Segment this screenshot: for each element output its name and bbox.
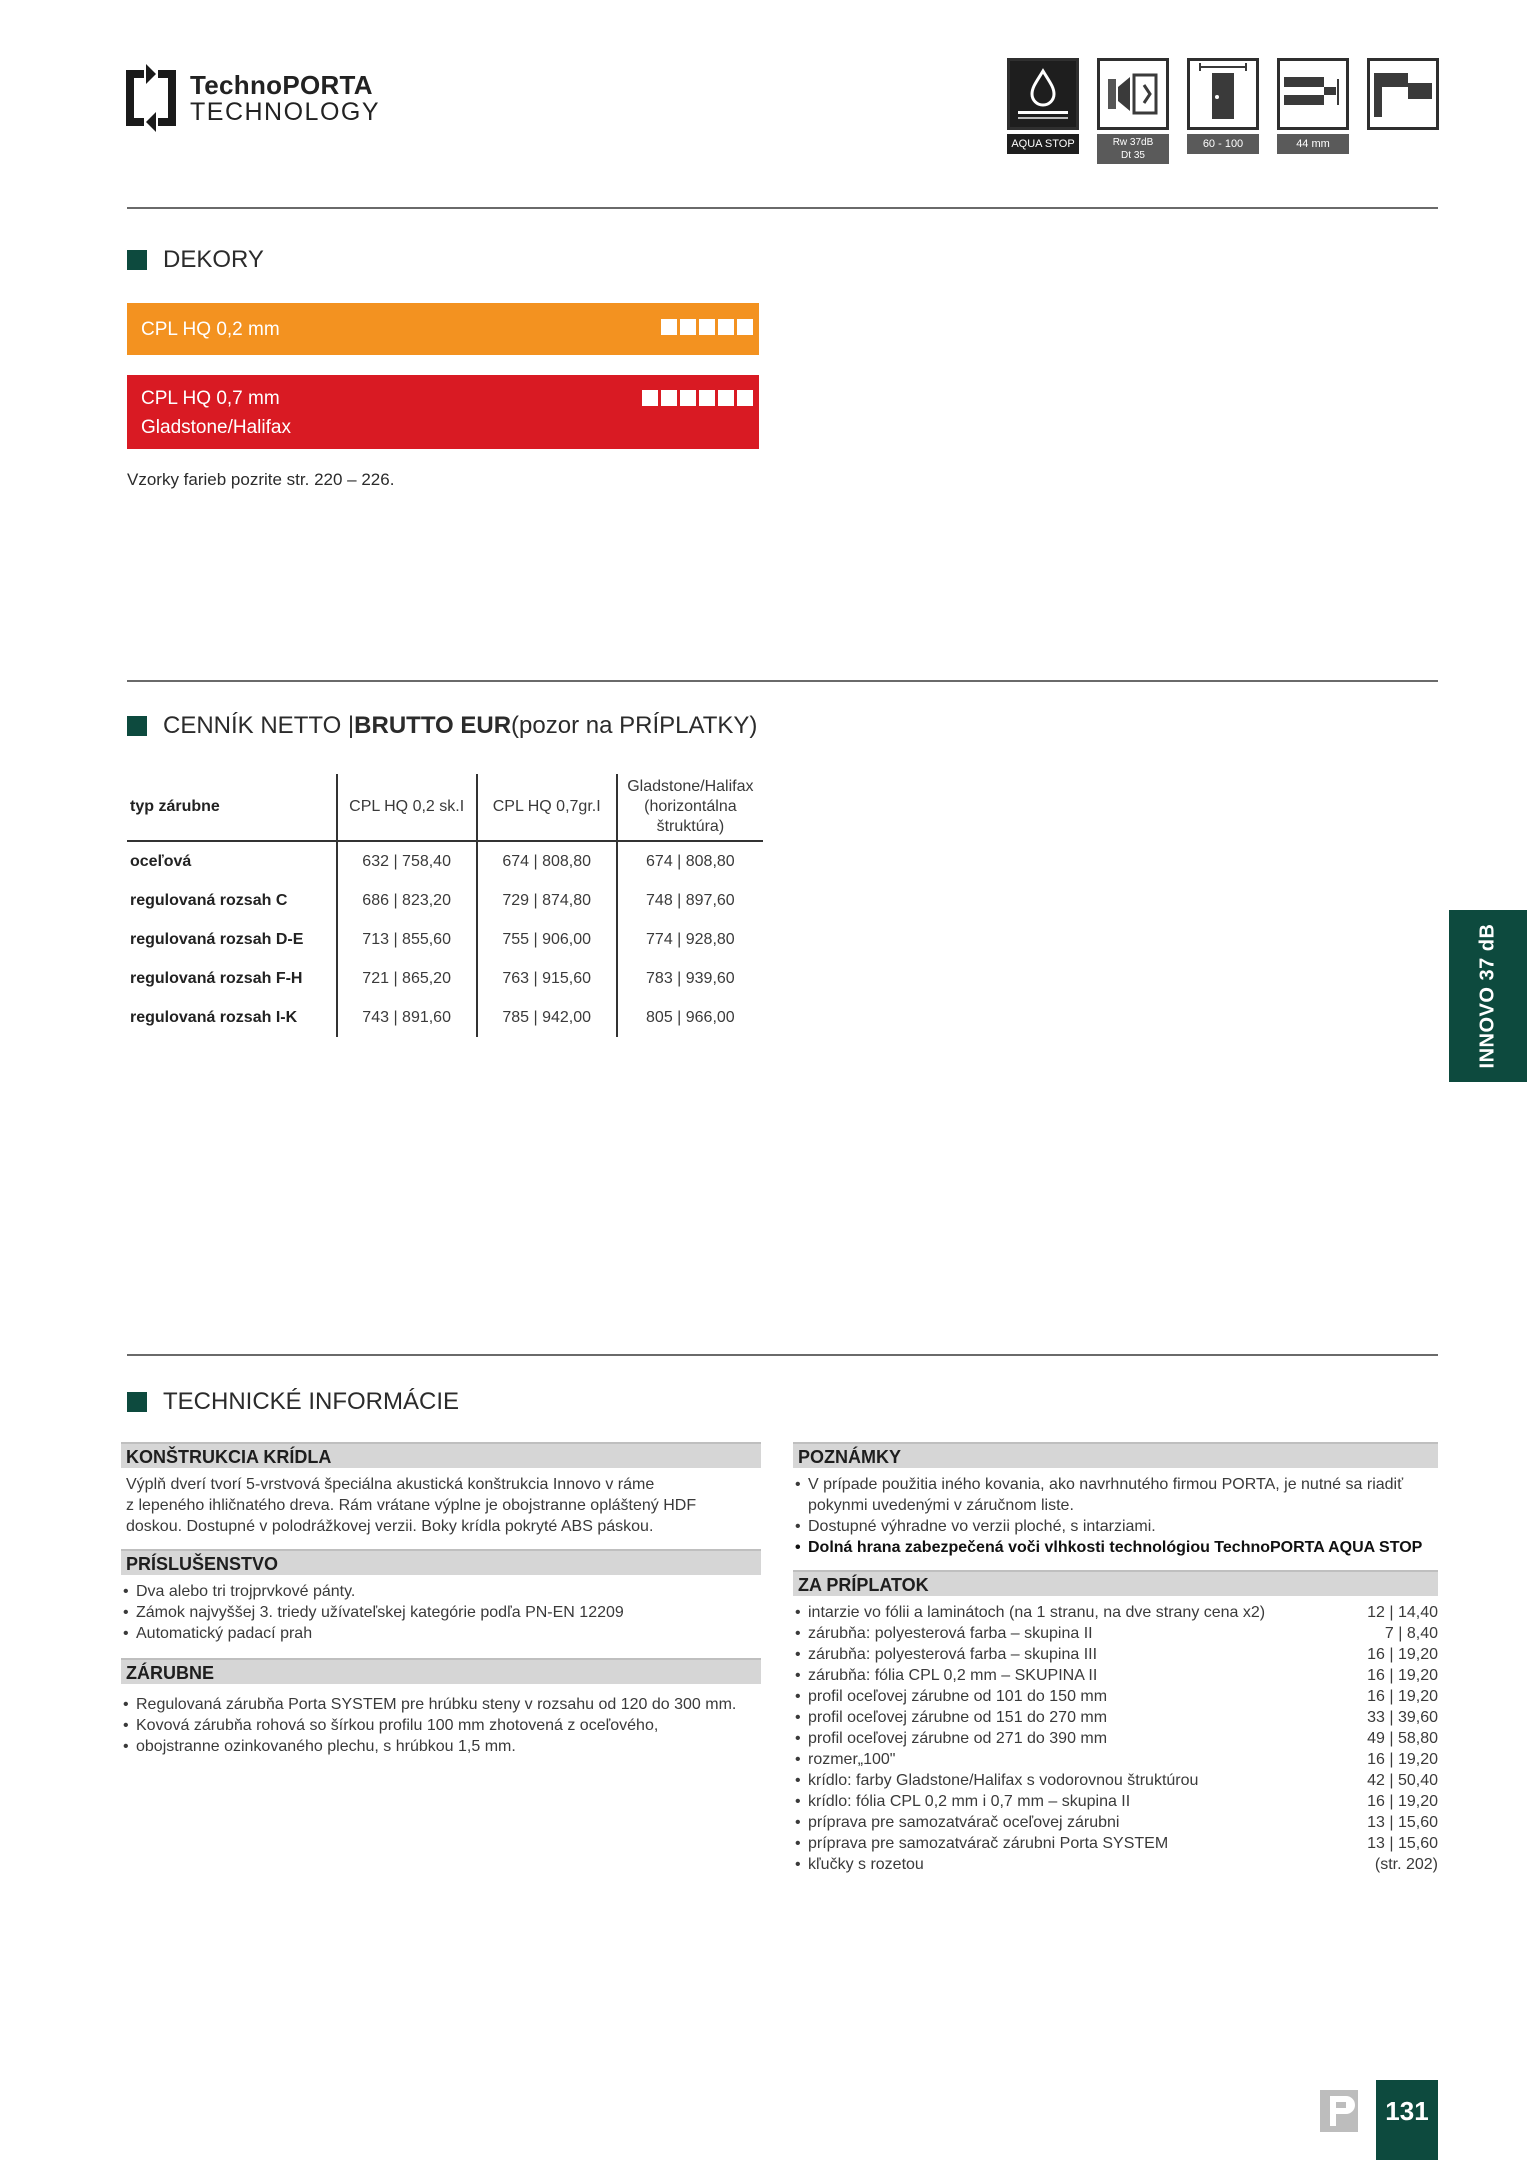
surcharge-item: • profil oceľovej zárubne od 151 do 270 mm 33 | 39,60 [793,1707,1438,1728]
door-thickness-icon [1277,58,1349,130]
water-drop-icon [1007,58,1079,130]
poznamky-list [793,1474,1438,1558]
decor-bar-cpl-07: CPL HQ 0,7 mm Gladstone/Halifax [127,375,759,449]
surcharge-item: • kľučky s rozetou (str. 202) [793,1854,1438,1875]
divider-top [127,207,1438,209]
section-bullet-icon [127,250,147,270]
konstrukcia-heading: KONŠTRUKCIA KRÍDLA [121,1442,761,1468]
door-width-icon [1187,58,1259,130]
price-list-title: CENNÍK NETTO | BRUTTO EUR (pozor na PRÍPLATKY) [127,712,757,740]
list-item: • Kovová zárubňa rohová so šírkou profilu 100 mm zhotovená z oceľového, [121,1715,761,1736]
decor-rating-squares [661,319,753,335]
surcharge-item: • profil oceľovej zárubne od 271 do 390 mm 49 | 58,80 [793,1728,1438,1749]
list-item: • Regulovaná zárubňa Porta SYSTEM pre hrúbku steny v rozsahu od 120 do 300 mm. [121,1694,761,1715]
door-width-label: 60 - 100 [1187,134,1259,154]
price-table [127,774,763,1037]
list-item: • Zámok najvyššej 3. triedy užívateľskej kategórie podľa PN-EN 12209 [121,1602,761,1623]
sound-rating-label: Rw 37dB Dt 35 [1097,134,1169,164]
list-item: • V prípade použitia iného kovania, ako navrhnutého firmou PORTA, je nutné sa riadiť pokynmi uvedenými v záručnom liste. [793,1474,1438,1516]
decor-bar-cpl-02: CPL HQ 0,2 mm [127,303,759,355]
surcharge-item: • zárubňa: polyesterová farba – skupina III 16 | 19,20 [793,1644,1438,1665]
door-profile-icon [1367,58,1439,130]
list-item: • Dva alebo tri trojprvkové pánty. [121,1581,761,1602]
poznamky-heading: POZNÁMKY [793,1442,1438,1468]
tech-info-title: TECHNICKÉ INFORMÁCIE [127,1388,459,1416]
table-row: regulovaná rozsah D-E 713 | 855,60 755 | 906,00 774 | 928,80 [127,920,763,959]
color-samples-note: Vzorky farieb pozrite str. 220 – 226. [127,470,395,489]
priplatok-heading: ZA PRÍPLATOK [793,1570,1438,1596]
table-row: regulovaná rozsah F-H 721 | 865,20 763 | 915,60 783 | 939,60 [127,959,763,998]
list-item: • Dolná hrana zabezpečená voči vlhkosti technológiou TechnoPORTA AQUA STOP [793,1537,1438,1558]
surcharge-item: • krídlo: fólia CPL 0,2 mm i 0,7 mm – skupina II 16 | 19,20 [793,1791,1438,1812]
surcharge-item: • intarzie vo fólii a laminátoch (na 1 stranu, na dve strany cena x2) 12 | 14,40 [793,1602,1438,1623]
section-bullet-icon [127,1392,147,1412]
surcharge-item: • príprava pre samozatvárač zárubni Porta SYSTEM 13 | 15,60 [793,1833,1438,1854]
surcharge-item: • profil oceľovej zárubne od 101 do 150 mm 16 | 19,20 [793,1686,1438,1707]
dekory-title: DEKORY [127,246,264,274]
table-row: regulovaná rozsah I-K 743 | 891,60 785 | 942,00 805 | 966,00 [127,998,763,1037]
prislusenstvo-list [121,1581,761,1644]
porta-p-icon [1318,2088,1360,2134]
prislusenstvo-heading: PRÍSLUŠENSTVO [121,1549,761,1575]
surcharge-item: • príprava pre samozatvárač oceľovej zárubni 13 | 15,60 [793,1812,1438,1833]
speaker-sound-icon [1097,58,1169,130]
surcharge-item: • krídlo: farby Gladstone/Halifax s vodorovnou štruktúrou 42 | 50,40 [793,1770,1438,1791]
decor-rating-squares [642,390,753,406]
surcharge-item: • rozmer„100" 16 | 19,20 [793,1749,1438,1770]
table-header-row: typ zárubne CPL HQ 0,2 sk.I CPL HQ 0,7gr.I Gladstone/Halifax (horizontálna štruktúra) [127,774,763,841]
konstrukcia-text: Výplň dverí tvorí 5-vrstvová špeciálna akustická konštrukcia Innovo v ráme z lepeného ihličnatého dreva. Rám vrátane výplne je obojstranne opláštený HDF doskou. Dostupné v polodrážkovej verzii. Boky krídla pokryté ABS páskou. [126,1476,697,1535]
aqua-stop-label: AQUA STOP [1007,134,1079,154]
priplatok-list [793,1602,1438,1875]
page-number: 131 [1376,2080,1438,2160]
door-thickness-label: 44 mm [1277,134,1349,154]
zarubne-list [121,1694,761,1757]
list-item: • Automatický padací prah [121,1623,761,1644]
logo-mark-icon [122,64,180,132]
table-row: oceľová 632 | 758,40 674 | 808,80 674 | 808,80 [127,841,763,881]
side-tab-innovo: INNOVO 37 dB [1449,910,1527,1082]
section-bullet-icon [127,716,147,736]
list-item: • obojstranne ozinkovaného plechu, s hrúbkou 1,5 mm. [121,1736,761,1757]
list-item: • Dostupné výhradne vo verzii ploché, s intarziami. [793,1516,1438,1537]
surcharge-item: • zárubňa: polyesterová farba – skupina II 7 | 8,40 [793,1623,1438,1644]
tech-left-column [121,1442,761,1757]
divider-middle [127,680,1438,682]
logo-line-1: TechnoPORTA [190,70,373,100]
surcharge-item: • zárubňa: fólia CPL 0,2 mm – SKUPINA II 16 | 19,20 [793,1665,1438,1686]
company-logo [122,62,392,136]
tech-right-column [793,1442,1438,1875]
feature-icons [1007,58,1439,166]
divider-bottom [127,1354,1438,1356]
table-row: regulovaná rozsah C 686 | 823,20 729 | 874,80 748 | 897,60 [127,881,763,920]
logo-line-2: TECHNOLOGY [190,98,381,126]
zarubne-heading: ZÁRUBNE [121,1658,761,1684]
